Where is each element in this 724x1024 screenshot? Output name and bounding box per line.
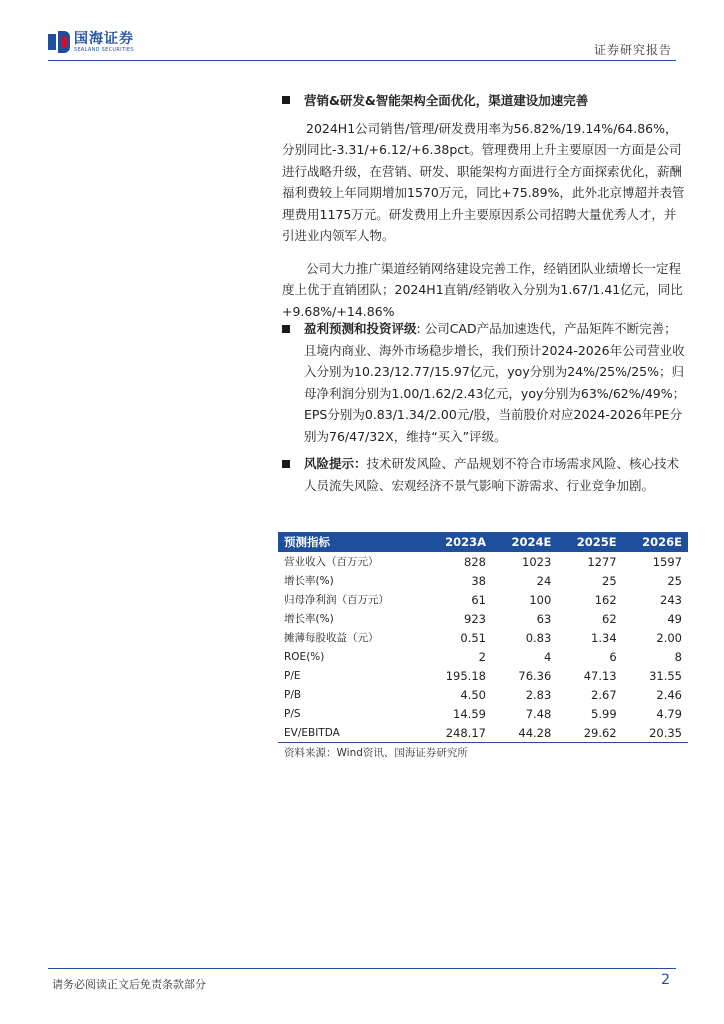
table-cell: 100	[529, 592, 552, 607]
table-cell: 增长率(%)	[284, 575, 334, 587]
table-row	[278, 552, 688, 571]
table-cell: 1023	[522, 554, 552, 569]
square-bullet-icon	[282, 96, 290, 104]
table-cell: 1.34	[591, 630, 617, 645]
table-cell: 162	[594, 592, 617, 607]
logo-text-en: SEALAND SECURITIES	[74, 46, 134, 53]
forecast-text: : 公司CAD产品加速迭代，产品矩阵不断完善；且境内商业、海外市场稳步增长，我们预计2024-2026年公司营业收入分别为10.23/12.77/15.97亿元，yoy分别为24%/25%/25%；归母净利润分别为1.00/1.62/2.43亿元，yoy分别为63%/62%/49%；EPS分别为0.83/1.34/2.00元/股，当前股价对应2024-2026年PE分别为76/47/32X，维持“买入”评级。	[304, 321, 686, 444]
section-risk	[282, 453, 686, 496]
square-bullet-icon	[282, 325, 290, 333]
table-cell: 195.18	[445, 668, 486, 683]
table-cell: 61	[471, 592, 486, 607]
paragraph-expenses: 2024H1公司销售/管理/研发费用率为56.82%/19.14%/64.86%，分别同比-3.31/+6.12/+6.38pct。管理费用上升主要原因一方面是公司进行战略升级，在营销、研发、职能架构方面进行全方面探索优化，薪酬福利费较上年同期增加1570万元，同比+75.89%，此外北京博超并表管理费用1175万元。研发费用上升主要原因系公司招聘大量优秀人才，并引进业内领军人物。	[282, 120, 685, 243]
table-cell: 923	[464, 611, 486, 626]
report-type-label: 证券研究报告	[593, 43, 672, 57]
table-row	[278, 666, 688, 685]
table-cell: 25	[602, 573, 617, 588]
table-cell: 243	[660, 592, 682, 607]
table-cell: 7.48	[525, 706, 552, 721]
risk-text: 技术研发风险、产品规划不符合市场需求风险、核心技术人员流失风险、宏观经济不景气影响下游需求、行业竞争加剧。	[304, 456, 680, 493]
table-row	[278, 571, 688, 590]
table-cell: 1277	[587, 554, 617, 569]
table-cell: 14.59	[453, 706, 486, 721]
table-cell: 8	[674, 649, 682, 664]
table-cell: 0.83	[525, 630, 552, 645]
table-cell: 归母净利润（百万元）	[284, 594, 389, 606]
table-header-cell: 2025E	[557, 532, 622, 552]
table-cell: 4	[543, 649, 552, 664]
table-row	[278, 723, 688, 743]
table-cell: ROE(%)	[284, 650, 325, 663]
logo-text-cn: 国海证券	[74, 30, 134, 47]
table-cell: 营业收入（百万元）	[284, 556, 379, 568]
table-header-row	[278, 532, 688, 552]
table-cell: 20.35	[623, 723, 688, 743]
header-divider	[48, 60, 676, 61]
table-cell: 76.36	[518, 668, 552, 683]
table-cell: P/S	[284, 707, 301, 720]
logo-icon	[48, 31, 70, 53]
table-cell: 5.99	[591, 706, 617, 721]
table-row	[278, 609, 688, 628]
table-cell: 62	[602, 611, 617, 626]
forecast-label: 盈利预测和投资评级	[304, 321, 417, 336]
table-cell: 828	[464, 554, 486, 569]
table-cell: 2	[478, 649, 486, 664]
table-cell: 24	[536, 573, 552, 588]
table-cell: 49	[667, 611, 682, 626]
table-header-cell: 预测指标	[278, 532, 425, 552]
table-cell: EV/EBITDA	[278, 723, 425, 743]
company-logo	[48, 31, 134, 53]
table-cell: 4.79	[656, 706, 682, 721]
table-cell: 29.62	[557, 723, 622, 743]
table-cell: P/B	[284, 688, 302, 701]
footer-divider	[48, 968, 676, 969]
table-cell: 1597	[652, 554, 682, 569]
table-row	[278, 628, 688, 647]
table-cell: 4.50	[460, 687, 486, 702]
table-cell: 2.67	[591, 687, 617, 702]
table-row	[278, 704, 688, 723]
table-cell: 63	[536, 611, 552, 626]
table-cell: 44.28	[492, 723, 557, 743]
table-cell: 增长率(%)	[284, 613, 334, 625]
risk-label: 风险提示：	[304, 456, 367, 471]
forecast-table	[278, 532, 688, 743]
table-cell: 25	[667, 573, 682, 588]
table-source-note: 资料来源：Wind资讯、国海证券研究所	[284, 747, 468, 759]
page-number: 2	[661, 972, 670, 988]
table-cell: 47.13	[583, 668, 617, 683]
section-heading: 营销&研发&智能架构全面优化，渠道建设加速完善	[282, 90, 686, 112]
section-operations	[282, 90, 686, 322]
square-bullet-icon	[282, 460, 290, 468]
paragraph-channels: 公司大力推广渠道经销网络建设完善工作，经销团队业绩增长一定程度上优于直销团队；2024H1直销/经销收入分别为1.67/1.41亿元，同比+9.68%/+14.86%	[282, 260, 683, 319]
table-cell: 6	[609, 649, 617, 664]
table-cell: 2.46	[656, 687, 682, 702]
table-cell: P/E	[284, 669, 301, 682]
table-header-cell: 2026E	[623, 532, 688, 552]
table-row	[278, 590, 688, 609]
table-cell: 2.83	[525, 687, 552, 702]
table-cell: 31.55	[649, 668, 682, 683]
footer-disclaimer: 请务必阅读正文后免责条款部分	[52, 978, 206, 991]
table-cell: 摊薄每股收益（元）	[284, 632, 379, 644]
table-cell: 248.17	[425, 723, 492, 743]
table-row	[278, 685, 688, 704]
table-header-cell: 2023A	[425, 532, 492, 552]
table-cell: 38	[471, 573, 486, 588]
table-row	[278, 647, 688, 666]
table-header-cell: 2024E	[492, 532, 557, 552]
section-forecast	[282, 318, 686, 447]
table-cell: 0.51	[460, 630, 486, 645]
table-cell: 2.00	[656, 630, 682, 645]
